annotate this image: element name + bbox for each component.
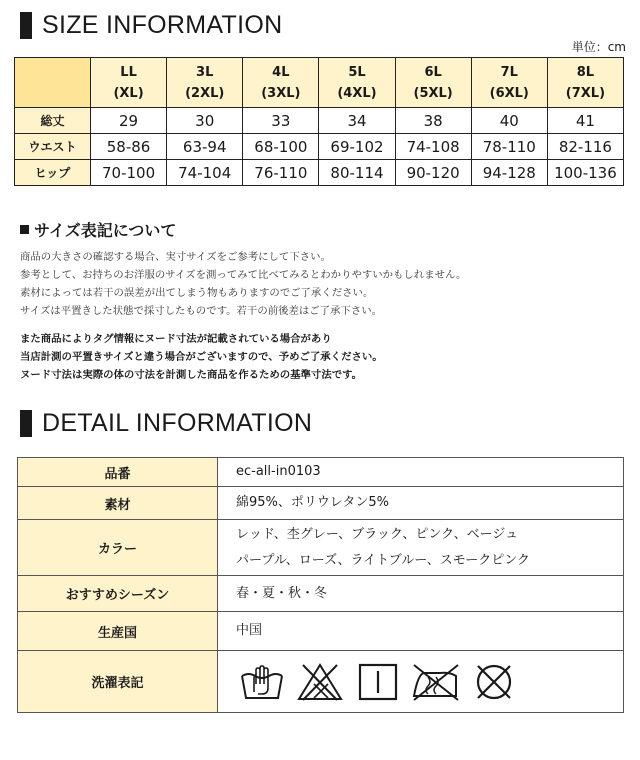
note-line: 商品の大きさの確認する場合、実寸サイズをご参考にして下さい。: [20, 251, 331, 263]
detail-row-season: [18, 576, 624, 612]
note-bold-line: 当店計測の平置きサイズと違う場合がございますので、予めご了承ください。: [20, 351, 383, 363]
size-cell: 63-94: [167, 134, 243, 160]
size-cell: 90-120: [395, 160, 471, 186]
detail-value: [218, 487, 624, 520]
size-row-hip: [15, 160, 624, 186]
detail-value: [218, 612, 624, 651]
size-header-cell: 8L (7XL): [547, 58, 623, 108]
size-header-row: [15, 58, 624, 108]
detail-row-product-number: [18, 458, 624, 487]
size-cell: 69-102: [319, 134, 395, 160]
heading-bar: [20, 12, 32, 39]
detail-value: [218, 458, 624, 487]
care-icons: [236, 662, 623, 702]
note-line: 参考として、お持ちのお洋服のサイズを測ってみて比べてみるとわかりやすいかもしれません。: [20, 269, 467, 281]
detail-information-heading: [20, 409, 312, 438]
detail-value: [218, 520, 624, 576]
size-cell: 40: [471, 108, 547, 134]
line-dry-icon: [352, 662, 404, 702]
size-cell: 33: [243, 108, 319, 134]
size-cell: 74-108: [395, 134, 471, 160]
detail-row-care: [18, 651, 624, 713]
row-label: ウエスト: [15, 134, 91, 160]
detail-value-line: 春・夏・秋・冬: [236, 585, 328, 601]
detail-row-origin: [18, 612, 624, 651]
do-not-iron-icon: [410, 662, 462, 702]
size-cell: 82-116: [547, 134, 623, 160]
size-cell: 34: [319, 108, 395, 134]
size-cell: 30: [167, 108, 243, 134]
do-not-dry-clean-icon: [468, 662, 520, 702]
detail-value-line: ec-all-in0103: [236, 464, 321, 479]
detail-label: 素材: [18, 487, 218, 520]
row-label: 総丈: [15, 108, 91, 134]
size-header-cell: 6L (5XL): [395, 58, 471, 108]
size-cell: 29: [91, 108, 167, 134]
detail-value-line: 綿95%、ポリウレタン5%: [236, 495, 389, 510]
note-line: サイズは平置きした状態で採寸したものです。若干の前後差はご了承下さい。: [20, 305, 383, 317]
detail-value-line: 中国: [236, 623, 263, 638]
care-icons-cell: [218, 651, 624, 713]
size-header-cell: 7L (6XL): [471, 58, 547, 108]
notes-title: [20, 218, 176, 241]
size-heading-text: SIZE INFORMATION: [42, 11, 283, 39]
size-cell: 94-128: [471, 160, 547, 186]
size-cell: 58-86: [91, 134, 167, 160]
size-row-waist: [15, 134, 624, 160]
detail-label: 洗濯表記: [18, 651, 218, 713]
size-cell: 76-110: [243, 160, 319, 186]
size-header-cell: 3L (2XL): [167, 58, 243, 108]
note-bold-line: また商品によりタグ情報にヌード寸法が記載されている場合があり: [20, 333, 332, 345]
row-label: ヒップ: [15, 160, 91, 186]
detail-label: 生産国: [18, 612, 218, 651]
detail-heading-text: DETAIL INFORMATION: [42, 409, 313, 437]
unit-label: 単位：cm: [571, 40, 626, 54]
size-cell: 70-100: [91, 160, 167, 186]
size-cell: 78-110: [471, 134, 547, 160]
size-header-cell: 5L (4XL): [319, 58, 395, 108]
size-row-length: [15, 108, 624, 134]
detail-row-material: [18, 487, 624, 520]
size-header-cell: 4L (3XL): [243, 58, 319, 108]
size-cell: 80-114: [319, 160, 395, 186]
note-bold-line: ヌード寸法は実際の体の寸法を計測した商品を作るための基準寸法です。: [20, 369, 363, 381]
size-header-cell: LL (XL): [91, 58, 167, 108]
detail-label: カラー: [18, 520, 218, 576]
size-cell: 68-100: [243, 134, 319, 160]
notes-title-text: サイズ表記について: [34, 221, 177, 240]
detail-label: おすすめシーズン: [18, 576, 218, 612]
square-bullet-icon: [20, 225, 29, 234]
detail-label: 品番: [18, 458, 218, 487]
heading-bar: [20, 410, 32, 437]
size-cell: 74-104: [167, 160, 243, 186]
note-line: 素材によっては若干の誤差が出てしまう物もありますのでご了承ください。: [20, 287, 374, 299]
detail-value-line: パープル、ローズ、ライトブルー、スモークピンク: [236, 552, 530, 568]
detail-table: [17, 457, 624, 713]
detail-value-line: レッド、杢グレー、ブラック、ピンク、ベージュ: [236, 526, 519, 542]
size-cell: 38: [395, 108, 471, 134]
detail-row-color: [18, 520, 624, 576]
size-table: [14, 57, 624, 186]
do-not-bleach-icon: [294, 662, 346, 702]
size-information-heading: [20, 11, 282, 40]
size-table-corner: [15, 58, 91, 108]
hand-wash-icon: [236, 662, 288, 702]
detail-value: [218, 576, 624, 612]
size-cell: 100-136: [547, 160, 623, 186]
size-cell: 41: [547, 108, 623, 134]
